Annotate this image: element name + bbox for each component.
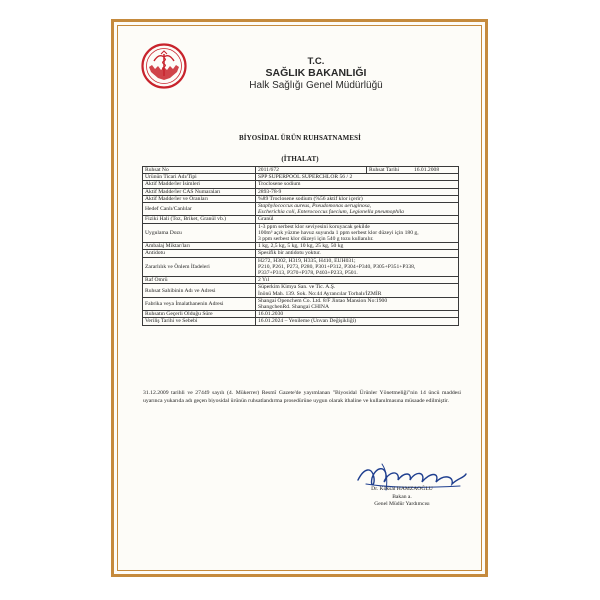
target-organisms-label: Hedef Canlı/Canlılar (143, 203, 256, 216)
physical-form-value: Granül (256, 216, 459, 223)
table-row (143, 216, 459, 223)
table-row (143, 181, 459, 188)
permit-no-label: Ruhsat No (143, 167, 256, 174)
row-label: Aktif Madde/ler CAS Numaraları (143, 188, 256, 195)
package-value: 1 kg, 2,5 kg, 5 kg, 10 kg, 25 kg, 50 kg (256, 243, 459, 250)
table-row (143, 203, 459, 216)
table-row (143, 174, 459, 181)
document-subtitle: (İTHALAT) (281, 155, 319, 163)
table-row (143, 243, 459, 250)
table-row (143, 188, 459, 195)
target-organisms-value (256, 203, 459, 216)
row-value: 2893-78-9 (256, 188, 459, 195)
dose-label: Uygulama Dozu (143, 223, 256, 243)
holder-line: Süperkim Kimya San. ve Tic. A.Ş. (258, 284, 336, 291)
issue-label: Veriliş Tarihi ve Sebebi (143, 318, 256, 325)
permit-date-cell (366, 167, 439, 173)
document-title: BİYOSİDAL ÜRÜN RUHSATNAMESİ (239, 134, 361, 142)
permit-date-value: 16.01.2008 (413, 167, 440, 173)
permit-no-row-values (256, 167, 459, 174)
manufacturer-line: ShangchenRd. Shangai CHINA (258, 304, 330, 311)
shelf-life-label: Raf Ömrü (143, 277, 256, 284)
holder-label: Ruhsat Sahibinin Adı ve Adresi (143, 284, 256, 297)
signatory-title: Genel Müdür Yardımcısı (374, 501, 430, 507)
manufacturer-value (256, 297, 459, 310)
row-label: Aktif Madde/ler İsimleri (143, 181, 256, 188)
authorization-paragraph: 31.12.2009 tarihli ve 27449 sayılı (4. Mükerrer) Resmî Gazete'de yayımlanan "Biyosidal Ürünler Yönetmeliği"nin 14 üncü maddesi uyarınca yukarıda adı geçen biyosidal ürünün ruhsatlandırma prosedürüne uygun olarak ithaline ve kullanılmasına müsaade edilmiştir. (143, 390, 461, 404)
dose-line: 3 ppm serbest klor düzeyi için 540 g tozu kullanılır. (258, 236, 374, 243)
antidote-label: Antidotu (143, 250, 256, 257)
hazard-line: P337+P313, P370+P378, P403+P233, P501. (258, 270, 358, 277)
manufacturer-label: Fabrika veya İmalathanenin Adresi (143, 297, 256, 310)
row-value: Troclosene sodium (256, 181, 459, 188)
target-line: Staphylococcus aureus, Pseudomonas aeruginosa, (258, 203, 372, 210)
target-line: Escherichia coli, Enterococcus faecium, Legionella pneumophila (258, 209, 404, 216)
header-tc: T.C. (307, 56, 325, 67)
package-label: Ambalaj Miktar/ları (143, 243, 256, 250)
hazard-value (256, 257, 459, 277)
row-label: Ürünün Ticari Adı/Tipi (143, 174, 256, 181)
signatory-role: Bakan a. (392, 493, 412, 500)
row-label: Aktif Madde/ler ve Oranları (143, 195, 256, 202)
physical-form-label: Fiziki Hali (Toz, Briket, Granül vb.) (143, 216, 256, 223)
holder-value (256, 284, 459, 297)
permit-no-value: 2011/672 (258, 167, 279, 173)
table-row (143, 297, 459, 310)
validity-value: 16.01.2030 (256, 311, 459, 318)
signatory-block (352, 486, 452, 509)
table-row (143, 318, 459, 325)
table-row (143, 167, 459, 174)
permit-date-label: Ruhsat Tarihi (369, 167, 400, 173)
ministry-of-health-emblem-icon (140, 42, 188, 90)
issue-value: 16.01.2024 – Yenileme (Unvan Değişikliği) (256, 318, 459, 325)
header-directorate: Halk Sağlığı Genel Müdürlüğü (249, 80, 383, 91)
shelf-life-value: 2 Yıl (256, 277, 459, 284)
header-ministry: SAĞLIK BAKANLIĞI (265, 67, 367, 79)
signatory-name: Dr. Köksal HAMZAOĞLU (371, 486, 433, 492)
table-row (143, 311, 459, 318)
manufacturer-line: Shangai Openchem Co. Ltd. 8/F Jintao Mansion No:1900 (258, 297, 388, 304)
hazard-line: H272, H302, H319, H335, H410, EUH031; (258, 257, 356, 264)
dose-line: 1-3 ppm serbest klor seviyesini koruyacak şekilde (258, 223, 370, 230)
table-row (143, 250, 459, 257)
hazard-label: Zararlılık ve Önlem İfadeleri (143, 257, 256, 277)
row-value: SPP SUPERPOOL SUPERCHLOR 56 / 2 (256, 174, 459, 181)
table-row (143, 257, 459, 277)
row-value: %89 Troclosene sodium (%56 aktif klor içerir) (256, 195, 459, 202)
hazard-line: P210, P261, P273, P280, P301+P312, P304+P340, P305+P351+P338, (258, 263, 416, 270)
validity-label: Ruhsatın Geçerli Olduğu Süre (143, 311, 256, 318)
permit-details-table (142, 166, 459, 326)
table-row (143, 195, 459, 202)
dose-line: 100m³ açık yüzme havuz suyunda 1 ppm serbest klor düzeyi için 180 g, (258, 229, 419, 236)
dose-value (256, 223, 459, 243)
table-row (143, 284, 459, 297)
antidote-value: Spesifik bir antidotu yoktur. (256, 250, 459, 257)
table-row (143, 277, 459, 284)
holder-line: İnönü Mah. 139. Sok. No:44 Ayrancılar Torbalı/İZMİR (258, 290, 382, 297)
table-row (143, 223, 459, 243)
